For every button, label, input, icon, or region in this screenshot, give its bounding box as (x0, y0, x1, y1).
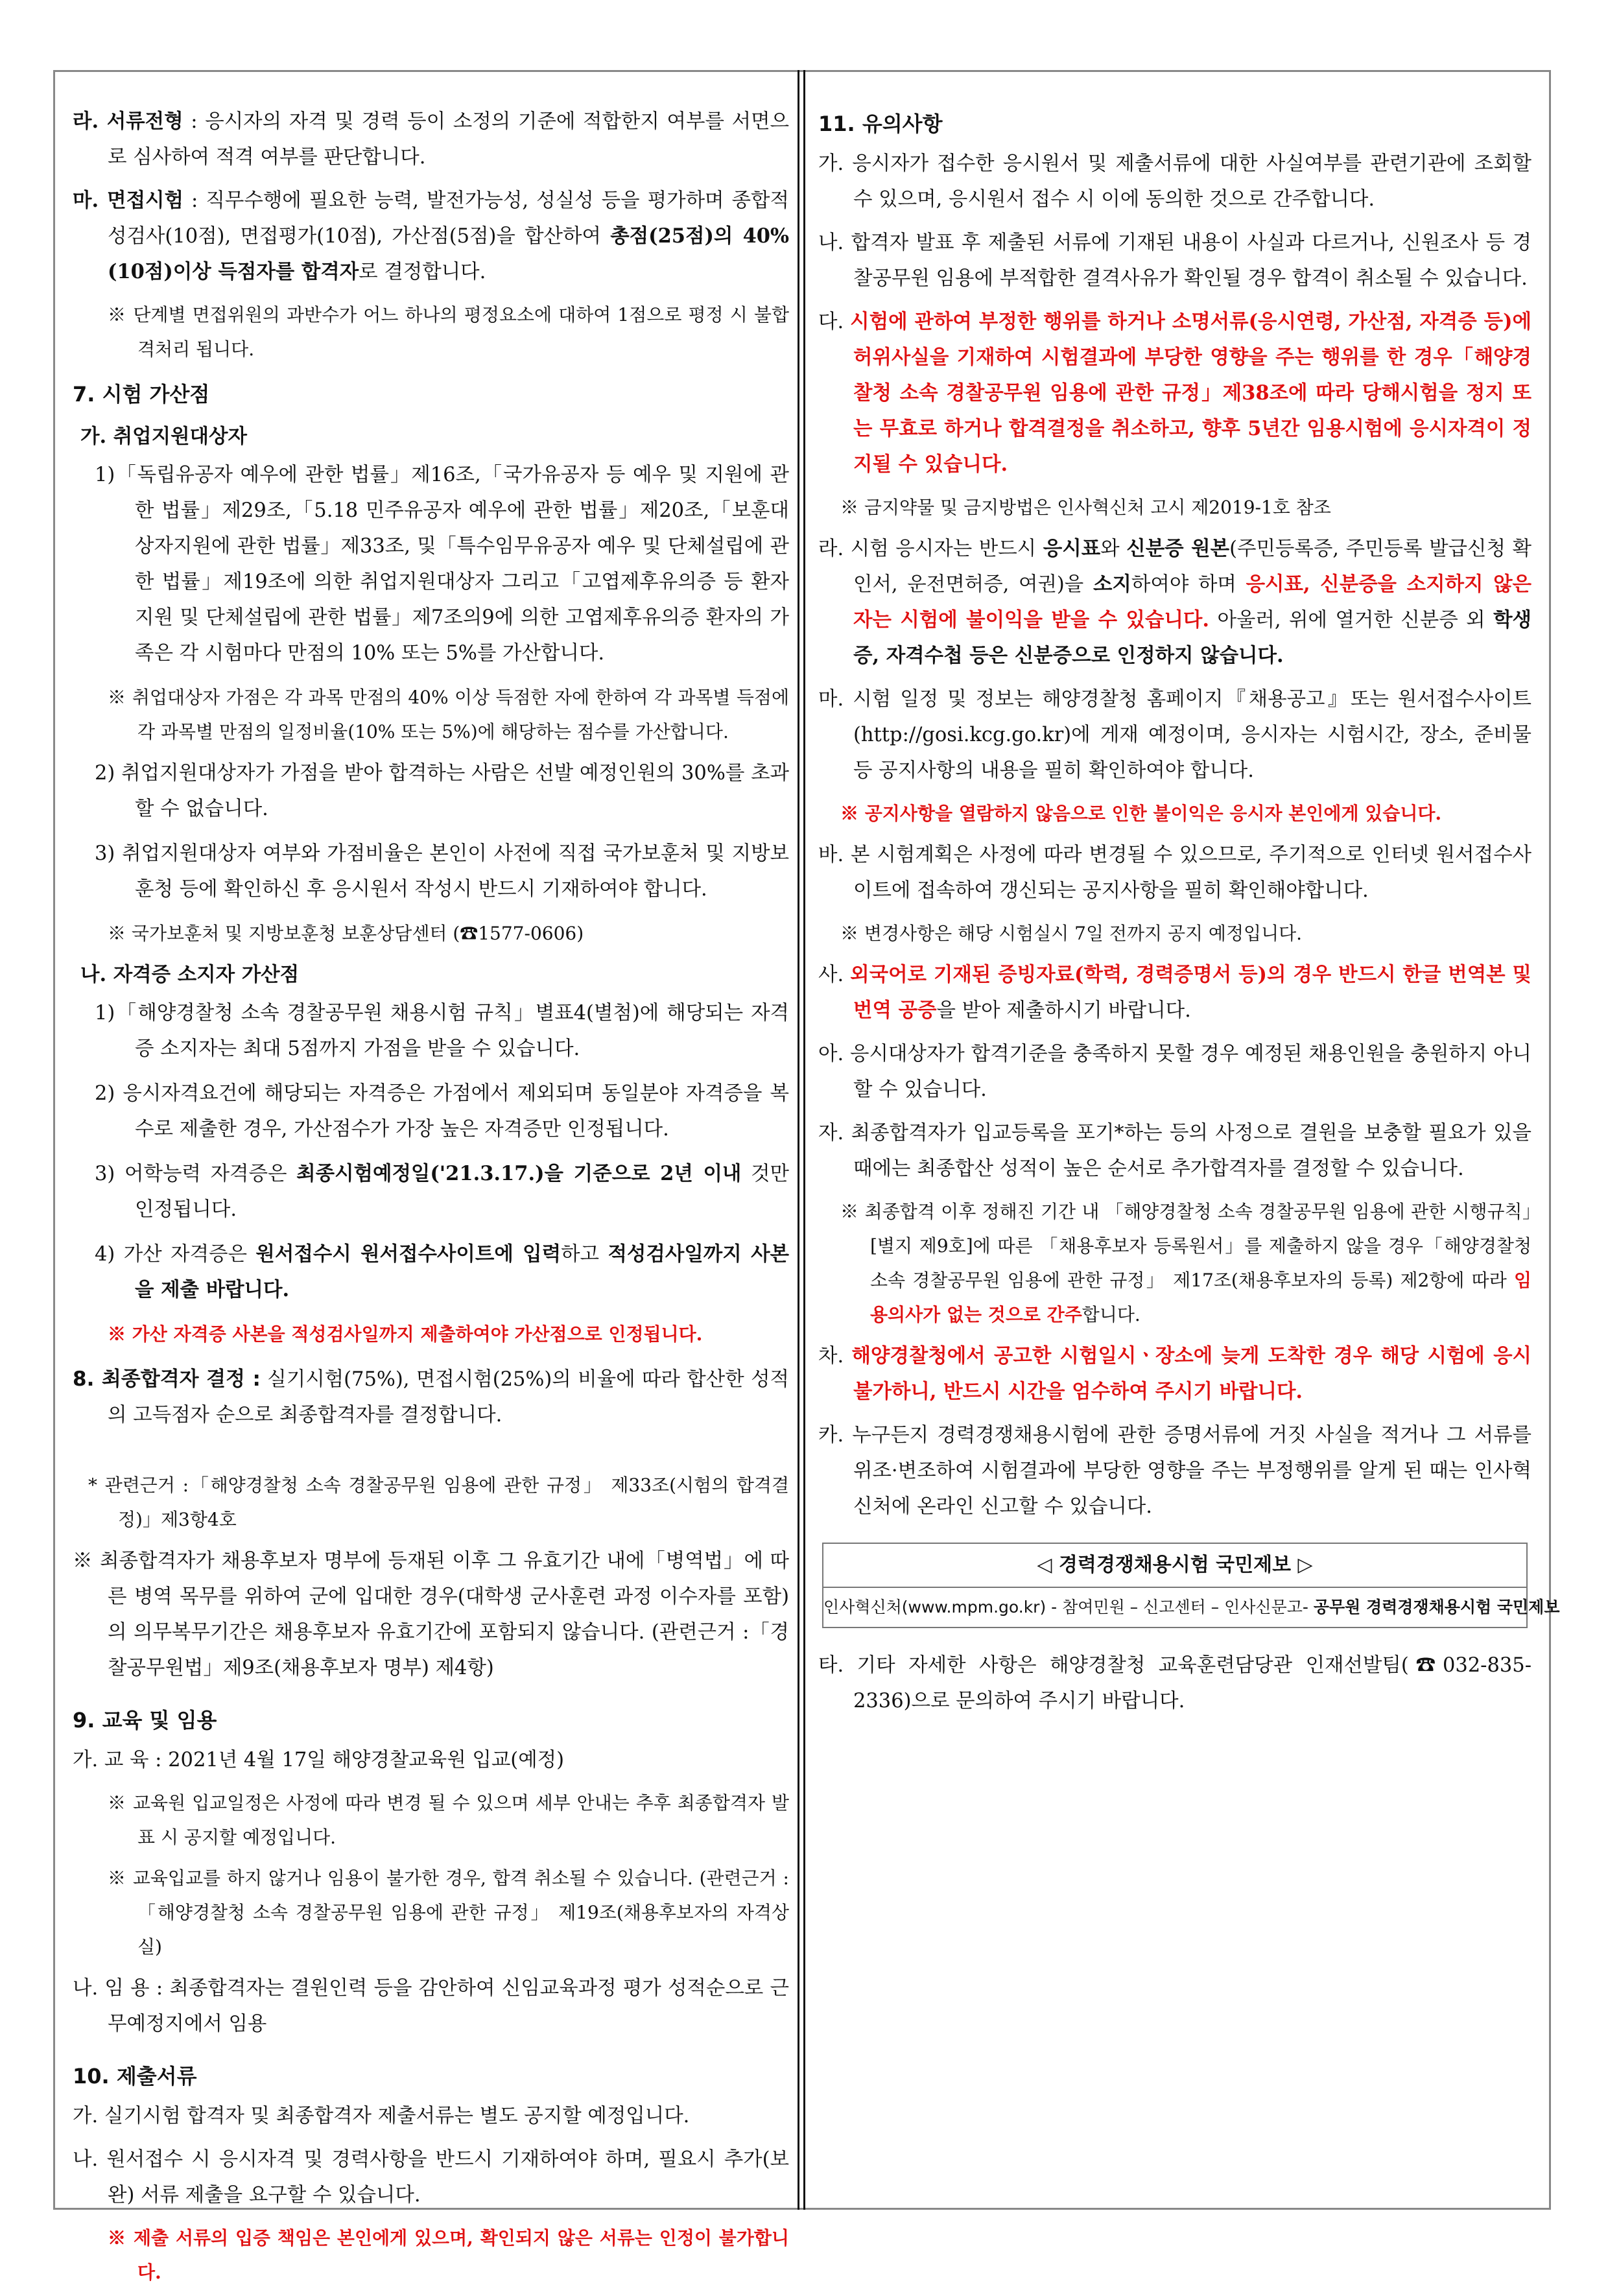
s11-ra7: 하여야 하며 (1131, 573, 1246, 596)
s11-sa-red: 외국어로 기재된 증빙자료(학력, 경력증명서 등)의 경우 반드시 한글 번역본 및 번역 공증 (850, 963, 1531, 1022)
s11-a: 아. 응시대상자가 합격기준을 충족하지 못할 경우 예정된 채용인원을 충원하지 아니할 수 있습니다. (818, 1043, 1531, 1101)
report-body1: 인사혁신처(www.mpm.go.kr) - 참여민원 – 신고센터 – 인사신문고- (823, 1598, 1314, 1616)
s11-ra6: 소지 (1093, 573, 1131, 596)
s11-ja-note2: 임용의사가 없는 것으로 간주 (870, 1270, 1531, 1325)
s11-ja-note (818, 1194, 1531, 1332)
s7-na-item2: 2) 응시자격요건에 해당되는 자격증은 가점에서 제외되며 동일분야 자격증을 복수로 제출한 경우, 가산점수가 가장 높은 자격증만 인정됩니다. (95, 1082, 789, 1141)
ra-label: 라. 서류전형 (73, 110, 183, 133)
section-ra (73, 104, 789, 175)
s11-ra4: 신분증 원본 (1126, 537, 1230, 560)
s11-sa-text: 을 받아 제출하시기 바랍니다. (936, 999, 1191, 1022)
section-9-title: 9. 교육 및 임용 (73, 1708, 217, 1733)
s9-ga: 가. 교 육 : 2021년 4월 17일 해양경찰교육원 입교(예정) (73, 1749, 565, 1771)
s11-ra3: 와 (1100, 538, 1127, 560)
s8-note: ※ 최종합격자가 채용후보자 명부에 등재된 이후 그 유효기간 내에「병역법」에 따른 병역 목무를 위하여 군에 입대한 경우(대학생 군사훈련 과정 이수자를 포함)의 의무복무기간은 채용후보자 유효기간에 포함되지 않습니다. (관련근거 :「경찰공무원법」제9조(채용후보자 명부) 제4항) (73, 1550, 789, 1679)
s7-ga-item2: 2) 취업지원대상자가 가점을 받아 합격하는 사람은 선발 예정인원의 30%를 초과할 수 없습니다. (95, 762, 789, 820)
section-ma (73, 183, 789, 290)
section-10-title: 10. 제출서류 (73, 2064, 197, 2089)
ma-bold: 총점(25점)의 40% (10점)이상 득점자를 합격자 (108, 224, 789, 283)
s7-na-note4: ※ 가산 자격증 사본을 적성검사일까지 제출하여야 가산점으로 인정됩니다. (108, 1323, 703, 1345)
s7-ga-item1: 1)「독립유공자 예우에 관한 법률」제16조,「국가유공자 등 예우 및 지원에 관한 법률」제29조,「5.18 민주유공자 예우에 관한 법률」제20조,「보훈대상자지원에 관한 법률」제33조, 및「특수임무유공자 예우 및 단체설립에 관한 법률」제19조에 의한 취업지원대상자 그리고「고엽제후유의증 등 환자지원 및 단체설립에 관한 법률」제7조의9에 의한 고엽제후유의증 환자의 가족은 각 시험마다 만점의 10% 또는 5%를 가산합니다. (95, 464, 789, 665)
s11-ja: 자. 최종합격자가 입교등록을 포기*하는 등의 사정으로 결원을 보충할 필요가 있을 때에는 최종합산 성적이 높은 순서로 추가합격자를 결정할 수 있습니다. (818, 1122, 1531, 1180)
report-title: ◁ 경력경쟁채용시험 국민제보 ▷ (823, 1544, 1526, 1588)
ma-text2: 로 결정합니다. (359, 261, 486, 283)
section-8-text: 실기시험(75%), 면접시험(25%)의 비율에 따라 합산한 성적의 고득점자 순으로 최종합격자를 결정합니다. (108, 1368, 790, 1426)
report-body (823, 1588, 1560, 1627)
section-11-title: 11. 유의사항 (818, 112, 943, 136)
s11-da-text: 시험에 관하여 부정한 행위를 하거나 소명서류(응시연령, 가산점, 자격증 등)에 허위사실을 기재하여 시험결과에 부당한 영향을 주는 행위를 한 경우「해양경찰청 소속 경찰공무원 임용에 관한 규정」제38조에 따라 당해시험을 정지 또는 무효로 하거나 합격결정을 취소하고, 향후 5년간 임용시험에 응시자격이 정지될 수 있습니다. (850, 310, 1531, 476)
s9-note2: ※ 교육입교를 하지 않거나 임용이 불가한 경우, 합격 취소될 수 있습니다. (관련근거 : 「해양경찰청 소속 경찰공무원 임용에 관한 규정」 제19조(채용후보자의 자격상실) (108, 1867, 789, 1958)
s11-ga: 가. 응시자가 접수한 응시원서 및 제출서류에 대한 사실여부를 관련기관에 조회할 수 있으며, 응시원서 접수 시 이에 동의한 것으로 간주합니다. (818, 152, 1531, 211)
ma-note: ※ 단계별 면접위원의 과반수가 어느 하나의 평정요소에 대하여 1점으로 평정 시 불합격처리 됩니다. (108, 304, 789, 360)
s11-ka: 카. 누구든지 경력경쟁채용시험에 관한 증명서류에 거짓 사실을 적거나 그 서류를 위조·변조하여 시험결과에 부당한 영향을 주는 부정행위를 알게 된 때는 인사혁신처에 온라인 신고할 수 있습니다. (818, 1424, 1531, 1518)
s11-da-note: ※ 금지약물 및 금지방법은 인사혁신처 고시 제2019-1호 참조 (840, 497, 1331, 518)
column-divider (798, 70, 805, 2210)
s7-ga-item3: 3) 취업지원대상자 여부와 가점비율은 본인이 사전에 직접 국가보훈처 및 지방보훈청 등에 확인하신 후 응시원서 작성시 반드시 기재하여야 합니다. (95, 842, 789, 901)
s11-sa (818, 957, 1531, 1028)
s7-na-item4 (73, 1237, 789, 1308)
s11-cha-label: 차. (818, 1345, 852, 1367)
section-8-title: 8. 최종합격자 결정 : (73, 1367, 261, 1391)
s11-da (818, 304, 1531, 482)
s11-ba-note: ※ 변경사항은 해당 시험실시 7일 전까지 공지 예정입니다. (840, 923, 1303, 944)
s11-ra2: 응시표 (1043, 537, 1101, 560)
left-column (73, 104, 789, 2296)
s11-sa-label: 사. (818, 964, 851, 986)
s9-na: 나. 임 용 : 최종합격자는 결원인력 등을 감안하여 신임교육과정 평가 성적순으로 근무예정지에서 임용 (73, 1977, 789, 2035)
s7-na-i3b: 최종시험예정일('21.3.17.)을 기준으로 2년 이내 (296, 1162, 742, 1185)
s7-na-i4b: 원서접수시 원서접수사이트에 입력 (255, 1242, 562, 1266)
s11-ra10: 학생증, 자격수첩 등은 신분증으로 인정하지 않습니다. (853, 608, 1532, 667)
ra-text: : 응시자의 자격 및 경력 등이 소정의 기준에 적합한지 여부를 서면으로 심사하여 적격 여부를 판단합니다. (108, 110, 789, 169)
s11-ra (818, 531, 1531, 674)
s11-cha (818, 1338, 1531, 1410)
s7-ga-note1: ※ 취업대상자 가점은 각 과목 만점의 40% 이상 득점한 자에 한하여 각 과목별 득점에 각 과목별 만점의 일정비율(10% 또는 5%)에 해당하는 점수를 가산합니다. (108, 687, 789, 742)
s10-na: 나. 원서접수 시 응시자격 및 경력사항을 반드시 기재하여야 하며, 필요시 추가(보완) 서류 제출을 요구할 수 있습니다. (73, 2148, 789, 2207)
section-7-na-title: 나. 자격증 소지자 가산점 (80, 963, 300, 986)
ma-label: 마. 면접시험 (73, 189, 183, 212)
ma-text1: : 직무수행에 필요한 능력, 발전가능성, 성실성 등을 평가하며 종합적성검사(10점), 면접평가(10점), 가산점(5점)을 합산하여 (108, 189, 789, 248)
s7-na-i3a: 3) 어학능력 자격증은 (95, 1163, 297, 1185)
s7-na-i3c: 것만 인정됩니다. (135, 1163, 790, 1221)
s11-ja-note3: 합니다. (1082, 1304, 1141, 1325)
s9-note1: ※ 교육원 입교일정은 사정에 따라 변경 될 수 있으며 세부 안내는 추후 최종합격자 발표 시 공지할 예정입니다. (108, 1792, 789, 1848)
s11-ra5: (주민등록증, 주민등록 발급신청 확인서, 운전면허증, 여권)을 (853, 538, 1531, 596)
s7-na-i4c: 하고 (561, 1243, 608, 1266)
s11-cha-text: 해양경찰청에서 공고한 시험일시ㆍ장소에 늦게 도착한 경우 해당 시험에 응시 불가하니, 반드시 시간을 엄수하여 주시기 바랍니다. (851, 1344, 1531, 1403)
right-column (818, 104, 1560, 1727)
section-8 (73, 1362, 789, 1433)
s7-ga-note3: ※ 국가보훈처 및 지방보훈청 보훈상담센터 (☎1577-0606) (108, 923, 584, 944)
s11-ma-note: ※ 공지사항을 열람하지 않음으로 인한 불이익은 응시자 본인에게 있습니다. (840, 803, 1442, 824)
s11-ra8: 응시표, 신분증을 소지하지 않은 자는 시험에 불이익을 받을 수 있습니다. (853, 573, 1531, 632)
s11-ta: 타. 기타 자세한 사항은 해양경찰청 교육훈련담당관 인재선발팀(☎032-835-2336)으로 문의하여 주시기 바랍니다. (818, 1654, 1531, 1712)
report-body2: 공무원 경력경쟁채용시험 국민제보 (1313, 1598, 1560, 1616)
s7-na-item3 (73, 1156, 789, 1227)
s11-ra1: 라. 시험 응시자는 반드시 (818, 538, 1043, 560)
s11-na: 나. 합격자 발표 후 제출된 서류에 기재된 내용이 사실과 다르거나, 신원조사 등 경찰공무원 임용에 부적합한 결격사유가 확인될 경우 합격이 취소될 수 있습니다. (818, 231, 1531, 290)
s11-ra9: 아울러, 위에 열거한 신분증 외 (1209, 609, 1494, 632)
s7-na-i4d: 적성검사일까지 사본을 제출 바랍니다. (135, 1242, 789, 1301)
s11-ma: 마. 시험 일정 및 정보는 해양경찰청 홈페이지『채용공고』또는 원서접수사이트(http://gosi.kcg.go.kr)에 게재 예정이며, 응시자는 시험시간, 장소, 준비물 등 공지사항의 내용을 필히 확인하여야 합니다. (818, 688, 1531, 782)
report-box (822, 1543, 1560, 1628)
section-7-title: 7. 시험 가산점 (73, 382, 210, 407)
s7-na-i4a: 4) 가산 자격증은 (95, 1243, 256, 1266)
s11-ba: 바. 본 시험계획은 사정에 따라 변경될 수 있으므로, 주기적으로 인터넷 원서접수사이트에 접속하여 갱신되는 공지사항을 필히 확인해야합니다. (818, 844, 1531, 902)
s7-na-item1: 1)「해양경찰청 소속 경찰공무원 채용시험 규칙」별표4(별첨)에 해당되는 자격증 소지자는 최대 5점까지 가점을 받을 수 있습니다. (95, 1002, 789, 1060)
s10-note: ※ 제출 서류의 입증 책임은 본인에게 있으며, 확인되지 않은 서류는 인정이 불가합니다. (108, 2227, 789, 2283)
s8-ref: * 관련근거 :「해양경찰청 소속 경찰공무원 임용에 관한 규정」 제33조(시험의 합격결정)」제3항4호 (88, 1474, 789, 1530)
section-7-ga-title: 가. 취업지원대상자 (80, 425, 247, 448)
s11-da-label: 다. (818, 311, 851, 333)
s10-ga: 가. 실기시험 합격자 및 최종합격자 제출서류는 별도 공지할 예정입니다. (73, 2105, 690, 2127)
s11-ja-note1: ※ 최종합격 이후 정해진 기간 내 「해양경찰청 소속 경찰공무원 임용에 관한 시행규칙」[별지 제9호]에 따른 「채용후보자 등록원서」를 제출하지 않을 경우「해양경찰청 소속 경찰공무원 임용에 관한 규정」 제17조(채용후보자의 등록) 제2항에 따라 (840, 1201, 1531, 1291)
